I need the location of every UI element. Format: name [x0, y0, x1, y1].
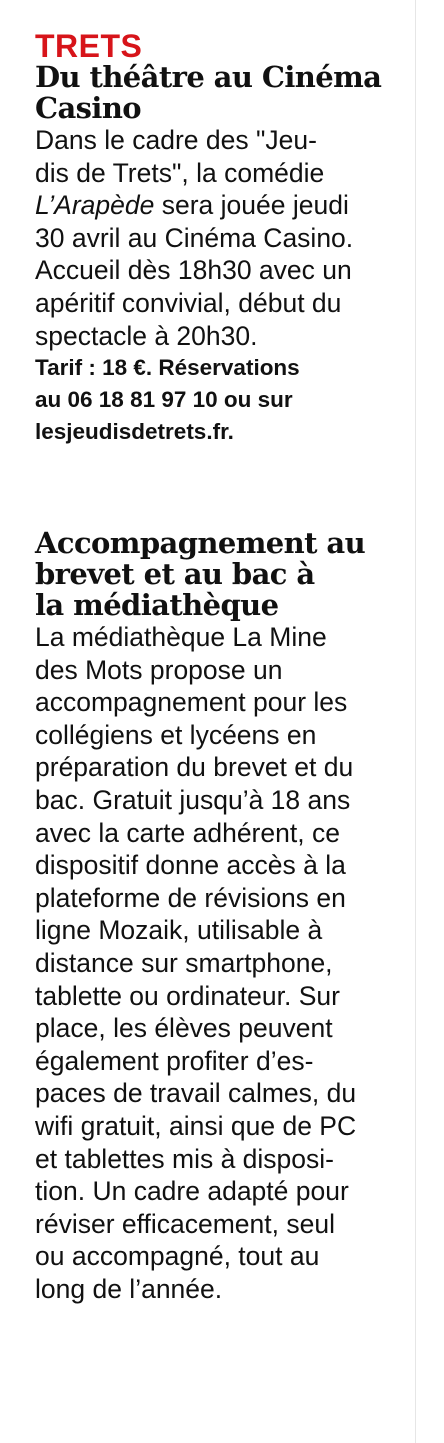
article-body — [35, 621, 407, 1305]
adjacent-column-edge — [424, 0, 444, 1443]
body-line: ligne Mozaik, utilisable à — [35, 915, 323, 946]
body-line: accompagnement pour les — [35, 687, 348, 718]
body-line-rest: sera jouée jeudi — [154, 190, 349, 221]
headline-line: brevet et au bac à — [35, 557, 315, 591]
body-line — [35, 189, 407, 222]
info-line: au 06 18 81 97 10 ou sur — [35, 387, 293, 413]
body-line: et tablettes mis à disposi- — [35, 1143, 334, 1174]
practical-info — [35, 352, 407, 448]
body-line: dis de Trets", la comédie — [35, 157, 325, 188]
body-line: plateforme de révisions en — [35, 882, 346, 913]
body-line: bac. Gratuit jusqu’à 18 ans — [35, 784, 351, 815]
article-mediatheque — [35, 528, 407, 1305]
body-line: des Mots propose un — [35, 654, 283, 685]
play-title: L’Arapède — [35, 190, 155, 221]
headline-line: Accompagnement au — [35, 526, 366, 560]
headline-line: Casino — [35, 91, 142, 125]
body-line: ou accompagné, tout au — [35, 1241, 320, 1272]
body-line: spectacle à 20h30. — [35, 320, 258, 351]
body-line: réviser efficacement, seul — [35, 1208, 335, 1239]
article-body — [35, 124, 407, 352]
article-headline — [35, 528, 407, 621]
body-line: Dans le cadre des "Jeu- — [35, 125, 317, 155]
body-line: tablette ou ordinateur. Sur — [35, 980, 340, 1011]
body-line: collégiens et lycéens en — [35, 719, 317, 750]
body-line: également profiter d’es- — [35, 1045, 314, 1076]
body-line: wifi gratuit, ainsi que de PC — [35, 1110, 357, 1141]
article-headline — [35, 62, 407, 124]
body-line: tion. Un cadre adapté pour — [35, 1176, 349, 1207]
body-line: apéritif convivial, début du — [35, 287, 342, 318]
article-trets-theatre — [35, 30, 407, 448]
headline-line: la médiathèque — [35, 588, 279, 622]
column-divider — [415, 0, 416, 1443]
body-line: long de l’année. — [35, 1273, 223, 1304]
info-line: lesjeudisdetrets.fr. — [35, 419, 234, 445]
body-line: place, les élèves peuvent — [35, 1013, 333, 1044]
body-line: 30 avril au Cinéma Casino. — [35, 222, 354, 253]
info-line: Tarif : 18 €. Réservations — [35, 355, 300, 381]
body-line: distance sur smartphone, — [35, 947, 333, 978]
section-rubric: TRETS — [35, 28, 143, 64]
body-line: paces de travail calmes, du — [35, 1078, 357, 1109]
body-line: Accueil dès 18h30 avec un — [35, 255, 352, 286]
body-line: préparation du brevet et du — [35, 752, 354, 783]
body-line: La médiathèque La Mine — [35, 622, 327, 652]
body-line: avec la carte adhérent, ce — [35, 817, 340, 848]
body-line: dispositif donne accès à la — [35, 850, 346, 881]
headline-line: Du théâtre au Cinéma — [35, 60, 382, 94]
